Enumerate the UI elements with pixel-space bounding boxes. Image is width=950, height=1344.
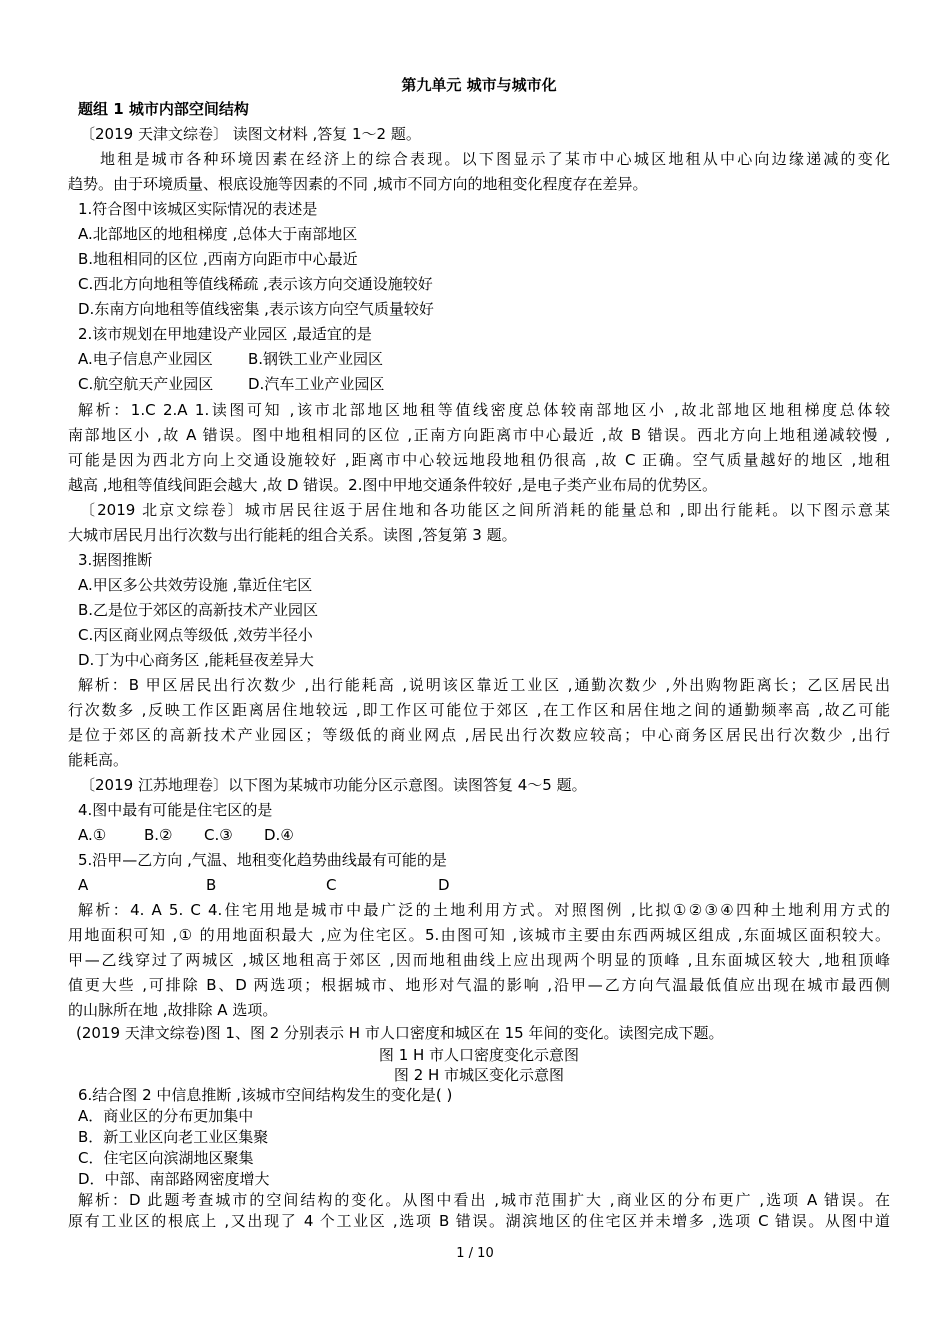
q3-stem: 3.据图推断: [78, 551, 153, 569]
q12-material-line-2: 趋势。由于环境质量、根底设施等因素的不同 ,城市不同方向的地租变化程度存在差异。: [68, 175, 648, 193]
q6-option-a: A．商业区的分布更加集中: [78, 1107, 254, 1125]
q2-option-a: A.电子信息产业园区: [78, 350, 213, 368]
q4-option-b: B.②: [144, 826, 173, 844]
figure-2-caption: 图 2 H 市城区变化示意图: [393, 1066, 565, 1084]
q45-analysis-line-4: 值更大些 ,可排除 B、D 两选项；根据城市、地形对气温的影响 ,沿甲—乙方向气温最低值应出现在城市最西侧: [68, 976, 890, 994]
q4-stem: 4.图中最有可能是住宅区的是: [78, 801, 273, 819]
q5-options: [78, 874, 450, 896]
q3-option-d: D.丁为中心商务区 ,能耗昼夜差异大: [78, 651, 314, 669]
q3-analysis-line-4: 能耗高。: [68, 751, 129, 769]
q2-options-row-2: [78, 373, 384, 395]
q2-option-b: B.钢铁工业产业园区: [248, 350, 384, 368]
q6-analysis-line-1: 解析：D 此题考查城市的空间结构的变化。从图中看出 ,城市范围扩大 ,商业区的分布更广 ,选项 A 错误。在: [78, 1191, 890, 1209]
q3-intro-line-2: 大城市居民月出行次数与出行能耗的组合关系。读图 ,答复第 3 题。: [68, 526, 517, 544]
q6-option-d: D．中部、南部路网密度增大: [78, 1170, 270, 1188]
q5-option-c: C: [326, 876, 337, 894]
section-heading: 题组 1 城市内部空间结构: [78, 100, 249, 118]
q6-intro: (2019 天津文综卷)图 1、图 2 分别表示 H 市人口密度和城区在 15 年间的变化。读图完成下题。: [76, 1024, 724, 1042]
q45-analysis-line-2: 用地面积可知 ,① 的用地面积最大 ,应为住宅区。5.由图可知 ,该城市主要由东西两城区组成 ,东面城区面积较大。: [68, 926, 890, 944]
q1-option-b: B.地租相同的区位 ,西南方向距市中心最近: [78, 250, 358, 268]
q1-stem: 1.符合图中该城区实际情况的表述是: [78, 200, 318, 218]
q6-option-b: B．新工业区向老工业区集聚: [78, 1128, 269, 1146]
q1-option-c: C.西北方向地租等值线稀疏 ,表示该方向交通设施较好: [78, 275, 433, 293]
q5-option-a: A: [78, 876, 89, 894]
q3-option-c: C.丙区商业网点等级低 ,效劳半径小: [78, 626, 313, 644]
q12-analysis-line-4: 越高 ,地租等值线间距会越大 ,故 D 错误。2.图中甲地交通条件较好 ,是电子类产业布局的优势区。: [68, 476, 718, 494]
page-title: 第九单元 城市与城市化: [401, 76, 557, 94]
q45-intro: 〔2019 江苏地理卷〕以下图为某城市功能分区示意图。读图答复 4～5 题。: [80, 776, 587, 794]
figure-1-caption: 图 1 H 市人口密度变化示意图: [378, 1046, 580, 1064]
q3-analysis-line-3: 是位于郊区的高新技术产业园区；等级低的商业网点 ,居民出行次数应较高；中心商务区居民出行次数少 ,出行: [68, 726, 890, 744]
q2-options-row-1: [78, 348, 383, 370]
q1-option-a: A.北部地区的地租梯度 ,总体大于南部地区: [78, 225, 358, 243]
q3-option-a: A.甲区多公共效劳设施 ,靠近住宅区: [78, 576, 313, 594]
q6-option-c: C．住宅区向滨湖地区聚集: [78, 1149, 254, 1167]
q5-stem: 5.沿甲—乙方向 ,气温、地租变化趋势曲线最有可能的是: [78, 851, 447, 869]
q6-analysis-line-2: 原有工业区的根底上 ,又出现了 4 个工业区 ,选项 B 错误。湖滨地区的住宅区并未增多 ,选项 C 错误。从图中道: [68, 1212, 890, 1230]
q12-intro: 〔2019 天津文综卷〕 读图文材料 ,答复 1～2 题。: [80, 125, 421, 143]
q12-analysis-line-2: 南部地区小 ,故 A 错误。图中地租相同的区位 ,正南方向距离市中心最近 ,故 B 错误。西北方向上地租递减较慢 ,: [68, 426, 890, 444]
q45-analysis-line-3: 甲—乙线穿过了两城区 ,城区地租高于郊区 ,因而地租曲线上应出现两个明显的顶峰 ,且东面城区较大 ,地租顶峰: [68, 951, 890, 969]
q5-option-d: D: [438, 876, 450, 894]
q6-stem: 6.结合图 2 中信息推断 ,该城市空间结构发生的变化是( ): [78, 1086, 453, 1104]
q4-option-d: D.④: [264, 826, 294, 844]
q2-option-d: D.汽车工业产业园区: [248, 375, 385, 393]
q1-option-d: D.东南方向地租等值线密集 ,表示该方向空气质量较好: [78, 300, 434, 318]
q4-option-c: C.③: [204, 826, 233, 844]
q2-option-c: C.航空航天产业园区: [78, 375, 214, 393]
q3-analysis-line-1: 解析：B 甲区居民出行次数少 ,出行能耗高 ,说明该区靠近工业区 ,通勤次数少 ,外出购物距离长；乙区居民出: [78, 676, 890, 694]
q3-option-b: B.乙是位于郊区的高新技术产业园区: [78, 601, 319, 619]
page-number: 1 / 10: [456, 1246, 494, 1261]
q3-analysis-line-2: 行次数多 ,反映工作区距离居住地较远 ,即工作区可能位于郊区 ,在工作区和居住地之间的通勤频率高 ,故乙可能: [68, 701, 890, 719]
q4-option-a: A.①: [78, 826, 107, 844]
q45-analysis-line-1: 解析：4. A 5. C 4.住宅用地是城市中最广泛的土地利用方式。对照图例 ,比拟①②③④四种土地利用方式的: [78, 901, 890, 919]
q4-options: [78, 824, 294, 846]
q45-analysis-line-5: 的山脉所在地 ,故排除 A 选项。: [68, 1001, 278, 1019]
q3-intro-line-1: 〔2019 北京文综卷〕城市居民往返于居住地和各功能区之间所消耗的能量总和 ,即出行能耗。以下图示意某: [80, 501, 890, 519]
q12-material-line-1: 地租是城市各种环境因素在经济上的综合表现。以下图显示了某市中心城区地租从中心向边缘递减的变化: [100, 150, 890, 168]
q5-option-b: B: [206, 876, 217, 894]
q2-stem: 2.该市规划在甲地建设产业园区 ,最适宜的是: [78, 325, 372, 343]
q12-analysis-line-3: 可能是因为西北方向上交通设施较好 ,距离市中心较远地段地租仍很高 ,故 C 正确。空气质量越好的地区 ,地租: [68, 451, 890, 469]
q12-analysis-line-1: 解析：1.C 2.A 1.读图可知 ,该市北部地区地租等值线密度总体较南部地区小 ,故北部地区地租梯度总体较: [78, 401, 890, 419]
